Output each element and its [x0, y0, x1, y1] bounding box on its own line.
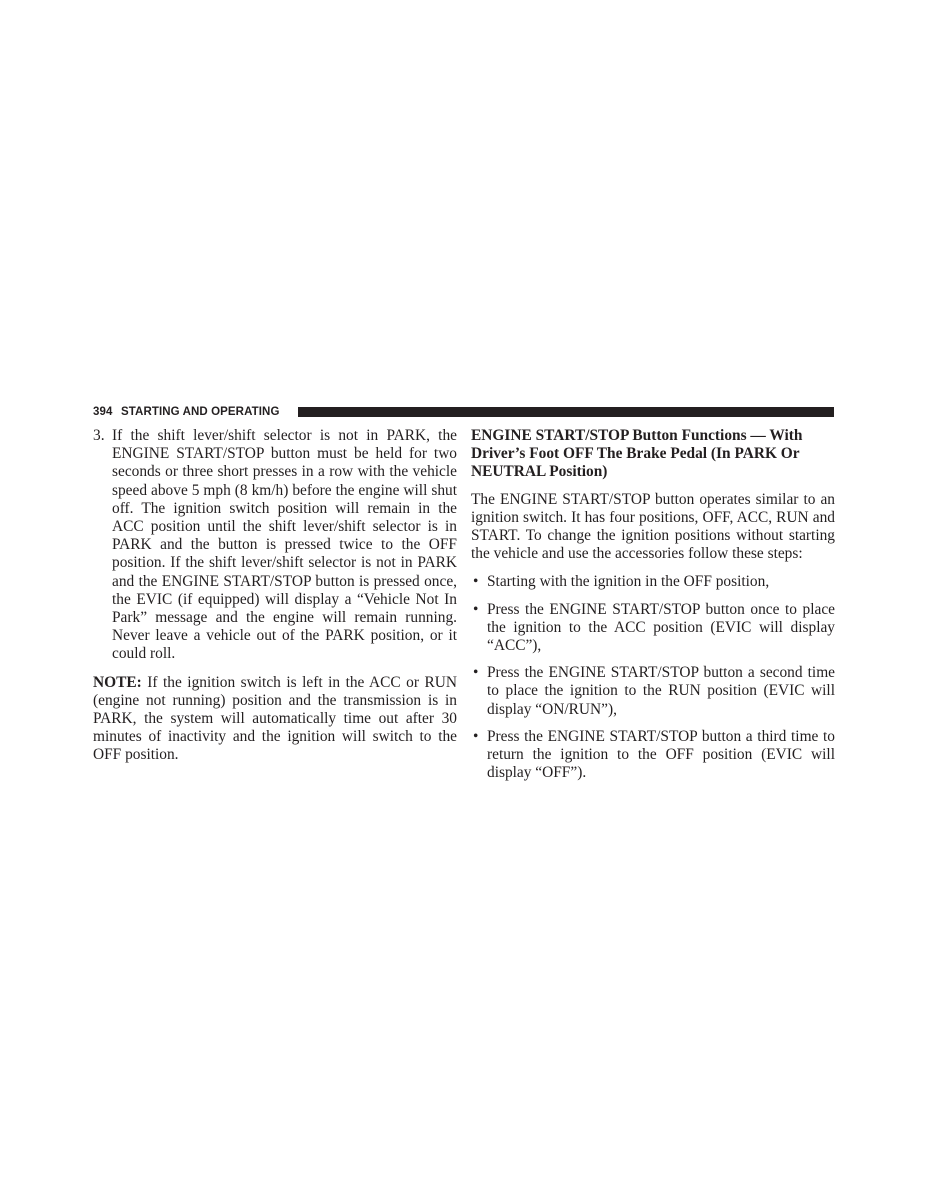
- step-number: 3.: [93, 427, 105, 444]
- list-item: [471, 664, 835, 719]
- numbered-step: [93, 427, 457, 664]
- step-text: If the shift lever/shift selector is not in PARK, the ENGINE START/STOP button must be held for two seconds or three short presses in a row with the vehicle speed above 5 mph (8 km/h) before the engine will shut off. The ignition switch position will remain in the ACC position until the shift lever/shift selector is in PARK and the button is pressed twice to the OFF position. If the shift lever/shift selector is not in PARK and the ENGINE START/STOP button is pressed once, the EVIC (if equipped) will display a “Vehicle Not In Park” message and the engine will remain running. Never leave a vehicle out of the PARK position, or it could roll.: [112, 427, 457, 663]
- list-item-text: Starting with the ignition in the OFF position,: [487, 573, 770, 591]
- note-paragraph: [93, 674, 457, 765]
- list-item-text: Press the ENGINE START/STOP button a second time to place the ignition to the RUN position (EVIC will display “ON/RUN”),: [487, 664, 835, 718]
- left-column: [93, 427, 457, 765]
- bullet-icon: •: [473, 600, 479, 618]
- list-item: [471, 728, 835, 783]
- right-column: [471, 427, 835, 782]
- page-number: 394: [93, 406, 113, 418]
- note-label: NOTE:: [93, 673, 142, 691]
- header-rule: [298, 407, 834, 417]
- section-heading: ENGINE START/STOP Button Functions — With Driver’s Foot OFF The Brake Pedal (In PARK Or NEUTRAL Position): [471, 427, 803, 481]
- page-header: [93, 405, 834, 419]
- list-item: [471, 573, 835, 591]
- list-item: [471, 601, 835, 656]
- bullet-icon: •: [473, 664, 479, 682]
- steps-list: [471, 573, 835, 782]
- list-item-text: Press the ENGINE START/STOP button once to place the ignition to the ACC position (EVIC will display “ACC”),: [487, 600, 835, 655]
- list-item-text: Press the ENGINE START/STOP button a third time to return the ignition to the OFF position (EVIC will display “OFF”).: [487, 727, 835, 782]
- note-text: If the ignition switch is left in the ACC or RUN (engine not running) position and the transmission is in PARK, the system will automatically time out after 30 minutes of inactivity and the ignition will switch to the OFF position.: [93, 673, 457, 764]
- intro-paragraph: The ENGINE START/STOP button operates similar to an ignition switch. It has four positions, OFF, ACC, RUN and START. To change the ignition positions without starting the vehicle and use the accessories follow these steps:: [471, 490, 835, 563]
- bullet-icon: •: [473, 573, 479, 591]
- section-title: STARTING AND OPERATING: [121, 406, 280, 418]
- bullet-icon: •: [473, 727, 479, 745]
